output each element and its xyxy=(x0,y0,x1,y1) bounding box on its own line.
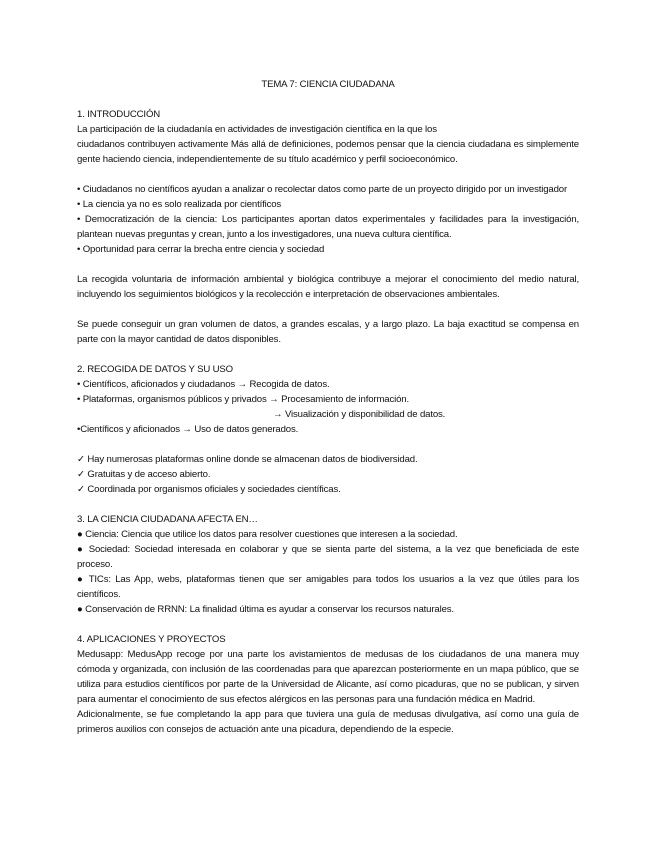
intro-continuation: ciudadanos contribuyen activamente Más allá de definiciones, podemos pensar que la ciencia ciudadana es simplemente gente haciendo ciencia, independientemente de su título académico y perfil socioeconómico. xyxy=(77,139,579,165)
list-item: ● TICs: Las App, webs, plataformas tienen que ser amigables para todos los usuarios a la vez que útiles para los científicos. xyxy=(77,574,579,600)
check-item: ✓ Gratuitas y de acceso abierto. xyxy=(77,469,211,480)
intro-first-line: La participación de la ciudadanía en actividades de investigación científica en la que los xyxy=(77,124,437,135)
checkmark-list xyxy=(77,452,579,497)
paragraph-adicionalmente: Adicionalmente, se fue completando la app para que tuviera una guía de medusas divulgativa, así como una guía de primeros auxilios con consejos de actuación ante una picadura, dependiendo de la especie. xyxy=(77,709,579,735)
list-item: ● Conservación de RRNN: La finalidad última es ayudar a conservar los recursos naturales. xyxy=(77,604,454,615)
spacer xyxy=(77,167,579,182)
check-item: ✓ Coordinada por organismos oficiales y sociedades científicas. xyxy=(77,484,341,495)
list-item: • La ciencia ya no es solo realizada por científicos xyxy=(77,199,282,210)
paragraph-volumen-datos: Se puede conseguir un gran volumen de datos, a grandes escalas, y a largo plazo. La baja exactitud se compensa en parte con la mayor cantidad de datos disponibles. xyxy=(77,319,579,345)
section-heading-afecta: 3. LA CIENCIA CIUDADANA AFECTA EN… xyxy=(77,514,258,525)
list-item: ● Ciencia: Ciencia que utilice los datos para resolver cuestiones que interesen a la sociedad. xyxy=(77,529,458,540)
flow-item-indented: → Visualización y disponibilidad de datos. xyxy=(273,409,446,420)
flow-item: •Científicos y aficionados → Uso de datos generados. xyxy=(77,424,299,435)
section-heading-introduccion: 1. INTRODUCCIÓN xyxy=(77,109,161,120)
check-item: ✓ Hay numerosas plataformas online donde se almacenan datos de biodiversidad. xyxy=(77,454,418,465)
spacer xyxy=(77,257,579,272)
data-flow-list xyxy=(77,377,579,437)
afecta-list xyxy=(77,527,579,617)
list-item: • Ciudadanos no científicos ayudan a analizar o recolectar datos como parte de un proyecto dirigido por un investigador xyxy=(77,184,568,195)
paragraph-medusapp: Medusapp: MedusApp recoge por una parte los avistamientos de medusas de los ciudadanos de una manera muy cómoda y organizada, con inclusión de las coordenadas para que aparezcan posteriormente en un mapa público, que se utiliza para estudios científicos por parte de la Universidad de Alicante, así como picaduras, que no se publican, y sirven para aumentar el conocimiento de sus efectos alérgicos en las personas para una fundación médica en Madrid. xyxy=(77,649,579,705)
spacer xyxy=(77,617,579,632)
document-body xyxy=(77,77,579,737)
list-item: • Democratización de la ciencia: Los participantes aportan datos experimentales y facilidades para la investigación, plantean nuevas preguntas y crean, junto a los investigadores, una nueva cultura científica. xyxy=(77,214,579,240)
intro-paragraph xyxy=(77,122,579,167)
section-heading-aplicaciones: 4. APLICACIONES Y PROYECTOS xyxy=(77,634,226,645)
section-heading-recogida-datos: 2. RECOGIDA DE DATOS Y SU USO xyxy=(77,364,233,375)
spacer xyxy=(77,302,579,317)
paragraph-recogida-voluntaria: La recogida voluntaria de información ambiental y biológica contribuye a mejorar el conocimiento del medio natural, incluyendo los seguimientos biológicos y la recolección e interpretación de observaciones ambientales. xyxy=(77,274,579,300)
flow-item: • Científicos, aficionados y ciudadanos → Recogida de datos. xyxy=(77,379,330,390)
spacer xyxy=(77,437,579,452)
intro-bullet-list xyxy=(77,182,579,257)
list-item: ● Sociedad: Sociedad interesada en colaborar y que se sienta parte del sistema, a la vez que beneficiada de este proceso. xyxy=(77,544,579,570)
spacer xyxy=(77,497,579,512)
page-title: TEMA 7: CIENCIA CIUDADANA xyxy=(261,79,395,90)
spacer xyxy=(77,347,579,362)
list-item: • Oportunidad para cerrar la brecha entre ciencia y sociedad xyxy=(77,244,325,255)
flow-item: • Plataformas, organismos públicos y privados → Procesamiento de información. xyxy=(77,394,410,405)
